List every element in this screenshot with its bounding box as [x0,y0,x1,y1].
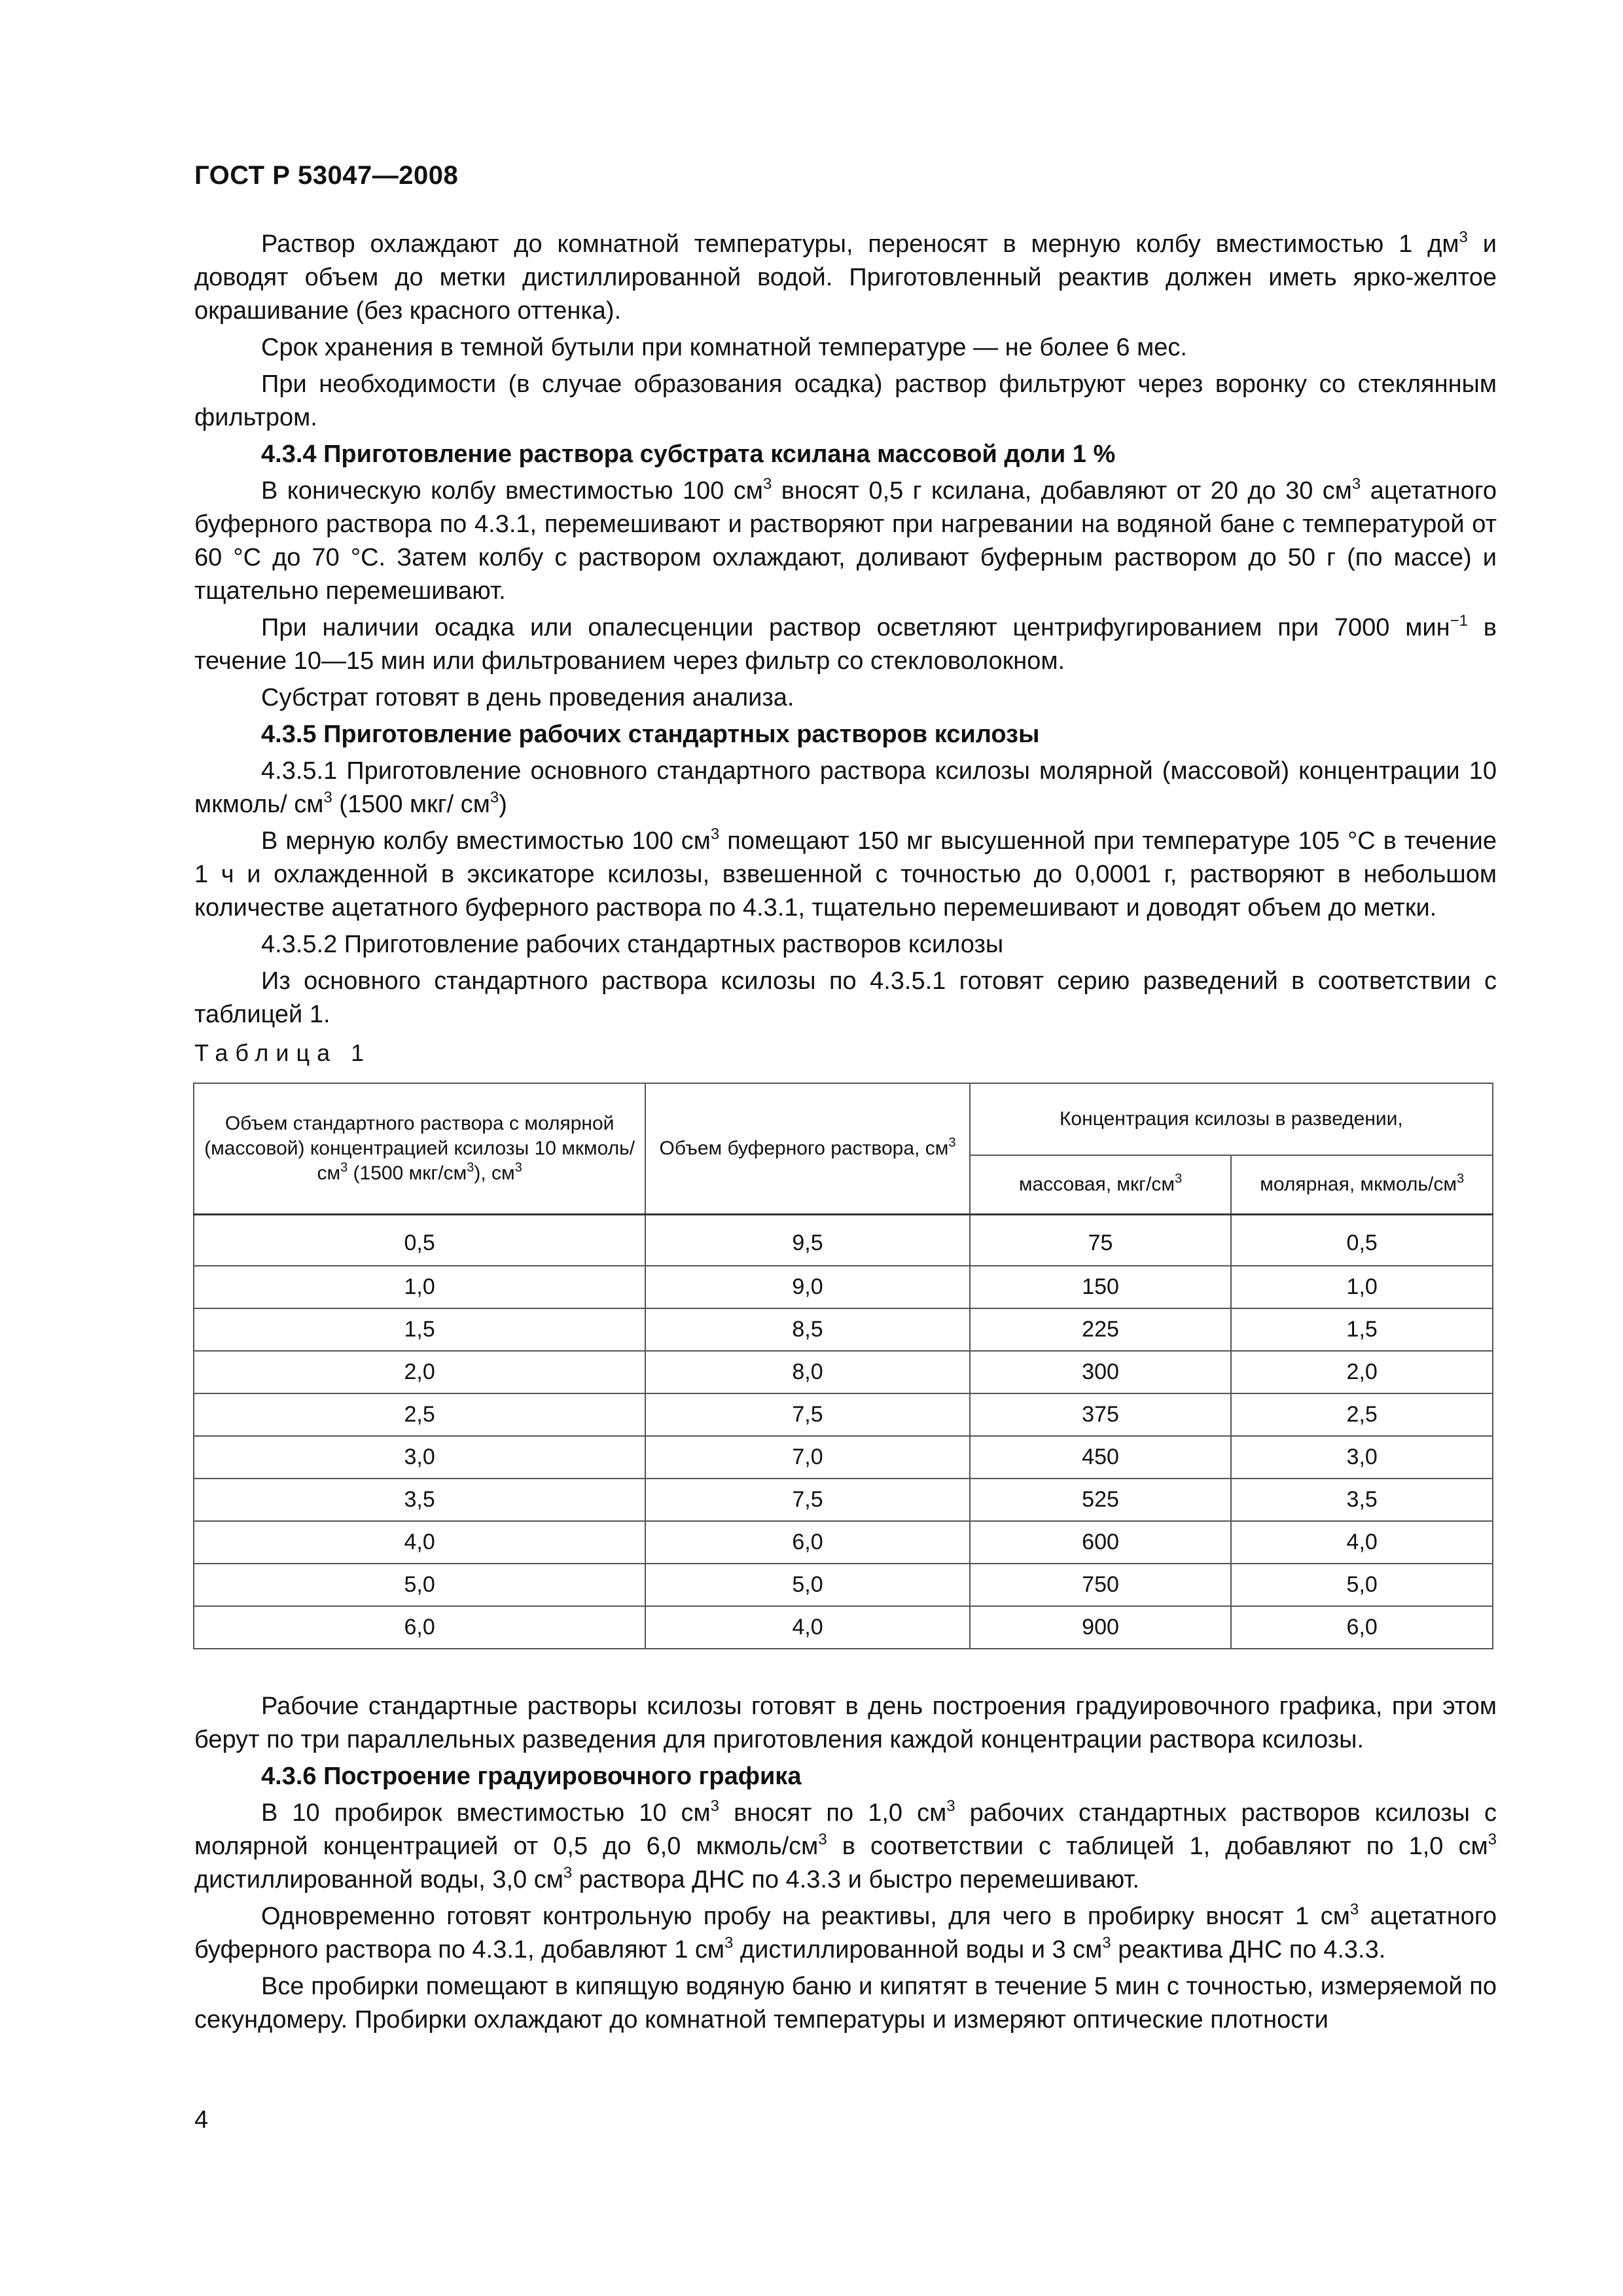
text-run: В 10 пробирок вместимостью 10 см [261,1799,711,1827]
superscript: 3 [490,789,499,806]
table-row [194,1479,1493,1521]
text-run: ацетатного буферного раствора по 4.3.1, перемешивают и растворяют при нагревании на водяной бане с температурой от 60 °С до 70 °С. Затем колбу с раствором охлаждают, доливают буферным раствором до 50 г (по массе) и тщательно перемешивают. [194,477,1497,605]
paragraph [194,475,1497,608]
table-header-group: Концентрация ксилозы в разведении, [970,1083,1493,1155]
table-cell: 2,5 [1231,1393,1493,1436]
paragraph [194,825,1497,925]
text-run: Срок хранения в темной бутыли при комнатной температуре — не более 6 мес. [261,334,1187,361]
table-cell: 1,5 [194,1308,645,1351]
table-cell: 3,5 [194,1479,645,1521]
table-row [194,1606,1493,1649]
section-heading [194,1760,1497,1793]
table-cell: 8,5 [645,1308,969,1351]
table-header-col2 [645,1083,969,1215]
superscript: 3 [323,789,332,806]
table-cell: 7,5 [645,1479,969,1521]
paragraph [194,755,1497,821]
table-cell: 600 [970,1521,1232,1564]
paragraph [194,965,1497,1031]
superscript: 3 [514,1160,522,1175]
text-run: 4.3.4 Приготовление раствора субстрата ксилана массовой доли 1 % [261,440,1116,468]
text-run: Одновременно готовят контрольную пробу на реактивы, для чего в пробирку вносят 1 см [261,1903,1350,1930]
text-run: Из основного стандартного раствора ксилозы по 4.3.5.1 готовят серию разведений в соответствии с таблицей 1. [194,967,1497,1028]
body-text-bottom [194,1690,1497,2040]
superscript: 3 [710,1797,720,1815]
table-cell: 6,0 [194,1606,645,1649]
superscript: 3 [818,1831,827,1848]
document-header: ГОСТ Р 53047—2008 [194,161,459,190]
table-cell: 5,0 [645,1564,969,1606]
table-cell: 5,0 [194,1564,645,1606]
table-cell: 6,0 [645,1521,969,1564]
paragraph [194,928,1497,961]
text-run: вносят по 1,0 см [719,1799,947,1827]
paragraph [194,1797,1497,1897]
text-run: (1500 мкг/ см [332,791,490,818]
paragraph [194,368,1497,435]
text-run: молярная, мкмоль/см [1260,1174,1457,1195]
table-cell: 1,5 [1231,1308,1493,1351]
table-cell: 3,0 [1231,1436,1493,1479]
text-run: Объем стандартного раствора с молярной (массовой) концентрацией ксилозы 10 мкмоль/см [204,1113,635,1184]
page-number: 4 [194,2106,209,2134]
superscript: 3 [948,1136,956,1150]
text-run: 4.3.5.1 Приготовление основного стандартного раствора ксилозы молярной (массовой) концентрации 10 мкмоль/ см [194,757,1497,818]
table-cell: 300 [970,1351,1232,1393]
paragraph [194,331,1497,365]
table-cell: 525 [970,1479,1232,1521]
text-run: Объем буферного раствора, см [659,1138,949,1159]
superscript: 3 [1488,1831,1497,1848]
text-run: Рабочие стандартные растворы ксилозы готовят в день построения градуировочного графика, при этом берут по три параллельных разведения для приготовления каждой концентрации раствора ксилозы. [194,1693,1497,1753]
superscript: −1 [1450,612,1468,630]
table-cell: 8,0 [645,1351,969,1393]
table-cell: 750 [970,1564,1232,1606]
table-row [194,1564,1493,1606]
table-cell: 1,0 [1231,1266,1493,1308]
table-cell: 7,0 [645,1436,969,1479]
superscript: 3 [710,825,720,843]
superscript: 3 [762,475,772,493]
superscript: 3 [1349,1901,1359,1918]
text-run: вносят 0,5 г ксилана, добавляют от 20 до 30 см [772,477,1352,505]
text-run: массовая, мкг/см [1018,1174,1175,1195]
table-cell: 2,0 [1231,1351,1493,1393]
superscript: 3 [563,1864,573,1882]
text-run: дистиллированной воды и 3 см [733,1936,1103,1964]
superscript: 3 [724,1934,734,1952]
table-cell: 0,5 [194,1215,645,1266]
table-label: Таблица 1 [194,1039,372,1066]
table-row [194,1393,1493,1436]
table-cell: 7,5 [645,1393,969,1436]
table-cell: 6,0 [1231,1606,1493,1649]
text-run: 4.3.6 Построение градуировочного графика [261,1763,802,1790]
text-run: Раствор охлаждают до комнатной температуры, переносят в мерную колбу вместимостью 1 дм [261,230,1459,258]
superscript: 3 [1459,228,1468,246]
table-cell: 9,0 [645,1266,969,1308]
table-cell: 225 [970,1308,1232,1351]
table-cell: 2,0 [194,1351,645,1393]
paragraph [194,1900,1497,1967]
table-cell: 4,0 [645,1606,969,1649]
text-run: 4.3.5.2 Приготовление рабочих стандартных растворов ксилозы [261,931,1004,958]
paragraph [194,1690,1497,1757]
paragraph [194,681,1497,715]
text-run: помещают 150 мг высушенной при температуре 105 °С в течение 1 ч и охлажденной в эксикаторе ксилозы, взвешенной с точностью до 0,0001 г, растворяют в небольшом количестве ацетатного буферного раствора по 4.3.1, тщательно перемешивают и доводят объем до метки. [194,827,1497,922]
paragraph [194,611,1497,678]
paragraph [194,228,1497,328]
text-run: ) [499,791,507,818]
text-run: реактива ДНС по 4.3.3. [1111,1936,1386,1964]
paragraph [194,1970,1497,2037]
table-cell: 1,0 [194,1266,645,1308]
text-run: В коническую колбу вместимостью 100 см [261,477,763,505]
dilution-table [193,1083,1493,1649]
table-row [194,1521,1493,1564]
table-row [194,1308,1493,1351]
table-row [194,1215,1493,1266]
table-cell: 4,0 [194,1521,645,1564]
text-run: При необходимости (в случае образования осадка) раствор фильтруют через воронку со стеклянным фильтром. [194,370,1497,431]
text-run: раствора ДНС по 4.3.3 и быстро перемешивают. [572,1866,1140,1893]
table-body [194,1215,1493,1649]
table-cell: 375 [970,1393,1232,1436]
table-row [194,1351,1493,1393]
text-run: Субстрат готовят в день проведения анализа. [261,684,794,711]
text-run: в течение 10—15 мин или фильтрованием через фильтр со стекловолокном. [194,614,1497,675]
superscript: 3 [1175,1172,1183,1186]
superscript: 3 [1351,475,1361,493]
text-run: В мерную колбу вместимостью 100 см [261,827,711,855]
table-cell: 75 [970,1215,1232,1266]
table-cell: 450 [970,1436,1232,1479]
text-run: рабочих стандартных растворов ксилозы с молярной концентрацией от 0,5 до 6,0 мкмоль/см [194,1799,1497,1860]
text-run: При наличии осадка или опалесценции раствор осветляют центрифугированием при 7000 мин [261,614,1450,641]
text-run: в соответствии с таблицей 1, добавляют по 1,0 см [827,1833,1488,1860]
table-header-col4 [1231,1155,1493,1215]
superscript: 3 [946,1797,955,1815]
text-run: (1500 мкг/см [348,1162,467,1184]
table-cell: 900 [970,1606,1232,1649]
text-run: и доводят объем до метки дистиллированной водой. Приготовленный реактив должен иметь ярко-желтое окрашивание (без красного оттенка). [194,230,1497,325]
table-cell: 3,5 [1231,1479,1493,1521]
table-cell: 150 [970,1266,1232,1308]
body-text-top [194,228,1497,1035]
section-heading [194,718,1497,751]
table-header-col3 [970,1155,1232,1215]
section-heading [194,438,1497,471]
text-run: дистиллированной воды, 3,0 см [194,1866,563,1893]
table-cell: 9,5 [645,1215,969,1266]
table-row [194,1436,1493,1479]
table-header-col1 [194,1083,645,1215]
text-run: Все пробирки помещают в кипящую водяную баню и кипятят в течение 5 мин с точностью, измеряемой по секундомеру. Пробирки охлаждают до комнатной температуры и измеряют оптические плотности [194,1973,1497,2034]
superscript: 3 [340,1160,348,1175]
table-cell: 4,0 [1231,1521,1493,1564]
superscript: 3 [1456,1172,1465,1186]
text-run: ацетатного буферного раствора по 4.3.1, добавляют 1 см [194,1903,1497,1964]
text-run: 4.3.5 Приготовление рабочих стандартных растворов ксилозы [261,721,1040,748]
superscript: 3 [1102,1934,1111,1952]
text-run: ), см [474,1162,515,1184]
table-cell: 3,0 [194,1436,645,1479]
table-cell: 0,5 [1231,1215,1493,1266]
table-cell: 2,5 [194,1393,645,1436]
table-cell: 5,0 [1231,1564,1493,1606]
superscript: 3 [467,1160,474,1175]
table-row [194,1266,1493,1308]
